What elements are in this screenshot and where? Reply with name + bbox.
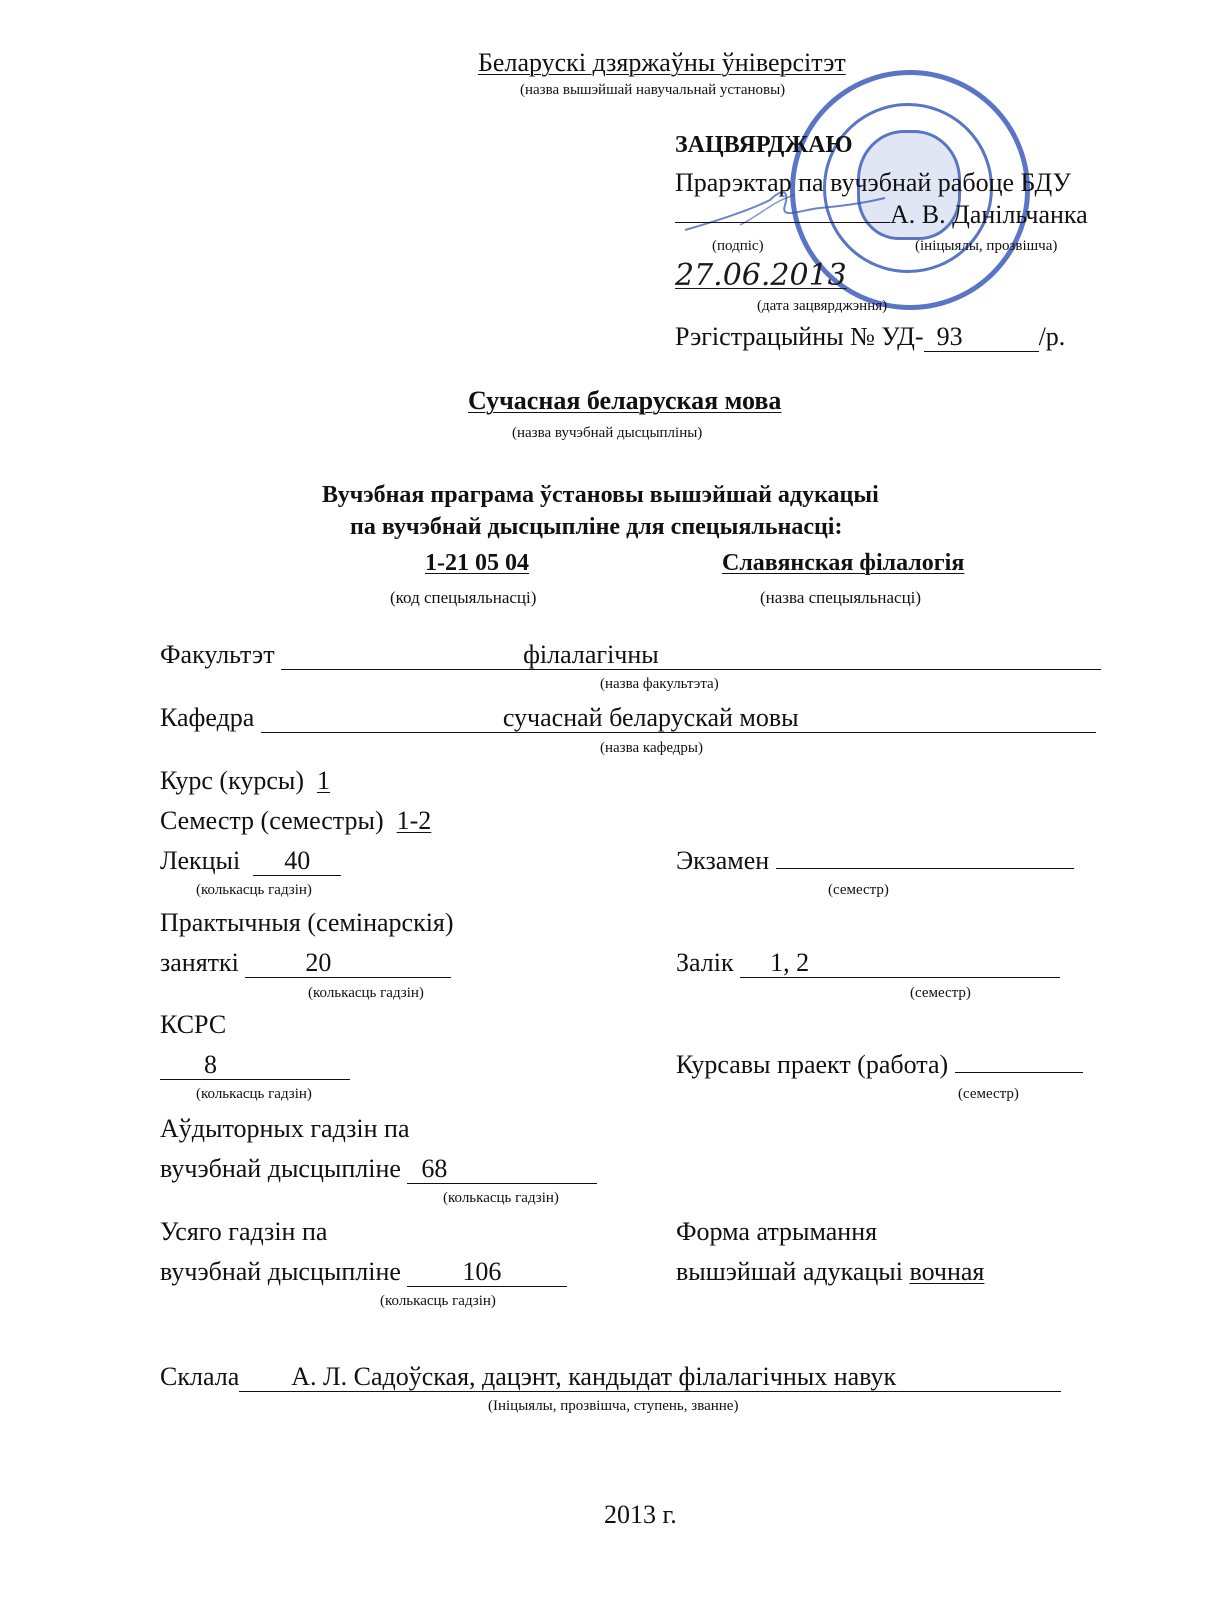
approval-title: ЗАЦВЯРДЖАЮ [675, 132, 853, 158]
practical-label-line1: Практычныя (семінарскія) [160, 908, 454, 937]
signature-line [675, 200, 890, 223]
registration-label: Рэгістрацыйны № УД- [675, 322, 924, 351]
specialty-caption: (назва спецыяльнасці) [760, 588, 922, 607]
approval-name-row [675, 200, 1088, 230]
ksrs-label: КСРС [160, 1010, 227, 1039]
exam-row [676, 846, 1074, 876]
registration-number-field [924, 323, 1039, 352]
practical-label-line2: заняткі [160, 948, 239, 977]
course-project-label: Курсавы праект (работа) [676, 1050, 949, 1079]
university-caption: (назва вышэйшай навучальнай установы) [520, 82, 786, 98]
university-name: Беларускі дзяржаўны ўніверсітэт [478, 48, 846, 77]
faculty-caption: (назва факультэта) [600, 676, 719, 692]
total-row [160, 1257, 567, 1287]
semester-label: Семестр (семестры) [160, 806, 384, 835]
auditory-row [160, 1154, 597, 1184]
department-field [261, 704, 1096, 733]
author-value: А. Л. Садоўская, дацэнт, кандыдат філалагічных навук [291, 1362, 897, 1391]
credit-field [740, 949, 1060, 978]
auditory-label-line1: Аўдыторных гадзін па [160, 1114, 410, 1143]
education-form-row [676, 1257, 984, 1287]
practical-caption: (колькасць гадзін) [308, 985, 424, 1001]
department-label: Кафедра [160, 703, 255, 732]
ksrs-field [160, 1051, 350, 1080]
ksrs-row [160, 1050, 350, 1080]
course-project-caption: (семестр) [958, 1086, 1019, 1102]
lectures-field [253, 847, 341, 876]
lectures-row [160, 846, 341, 876]
practical-value: 20 [305, 948, 332, 977]
specialty-name: Славянская філалогія [722, 550, 965, 576]
discipline-caption: (назва вучэбнай дысцыпліны) [512, 425, 703, 441]
course-project-row [676, 1050, 1083, 1080]
total-field [407, 1258, 567, 1287]
practical-field [245, 949, 451, 978]
ksrs-value: 8 [204, 1050, 217, 1079]
ksrs-caption: (колькасць гадзін) [196, 1086, 312, 1102]
exam-field [776, 868, 1074, 869]
lectures-label: Лекцыі [160, 846, 241, 875]
specialty-code: 1-21 05 04 [425, 550, 529, 576]
author-row [160, 1362, 1061, 1392]
course-row [160, 766, 330, 796]
education-form-label-line1: Форма атрымання [676, 1217, 878, 1246]
department-caption: (назва кафедры) [600, 740, 704, 756]
approval-position: Прарэктар па вучэбнай рабоце БДУ [675, 168, 1071, 197]
course-label: Курс (курсы) [160, 766, 305, 795]
faculty-field [281, 641, 1101, 670]
program-line1: Вучэбная праграма ўстановы вышэйшай адукацыі [322, 482, 879, 508]
total-value: 106 [462, 1257, 502, 1286]
education-form-label-line2: вышэйшай адукацыі [676, 1257, 903, 1286]
course-project-field [955, 1072, 1083, 1073]
total-label-line1: Усяго гадзін па [160, 1217, 328, 1246]
course-value: 1 [317, 766, 331, 795]
total-label-line2: вучэбнай дысцыпліне [160, 1257, 401, 1286]
department-row [160, 703, 1096, 733]
total-caption: (колькасць гадзін) [380, 1293, 496, 1309]
author-label: Склала [160, 1362, 240, 1391]
semester-value: 1-2 [396, 806, 432, 835]
faculty-row [160, 640, 1101, 670]
signature-caption: (подпіс) [712, 238, 764, 254]
registration-number: 93 [936, 322, 963, 351]
date-caption: (дата зацвярджэння) [757, 298, 888, 314]
author-field [239, 1363, 1061, 1392]
semester-row [160, 806, 431, 836]
auditory-label-line2: вучэбнай дысцыпліне [160, 1154, 401, 1183]
auditory-caption: (колькасць гадзін) [443, 1190, 559, 1206]
registration-row [675, 322, 1065, 352]
auditory-value: 68 [421, 1154, 448, 1183]
auditory-field [407, 1155, 597, 1184]
program-line2: па вучэбнай дысцыпліне для спецыяльнасці: [350, 514, 843, 540]
exam-caption: (семестр) [828, 882, 889, 898]
approver-name: А. В. Данільчанка [890, 200, 1088, 229]
faculty-value: філалагічны [523, 640, 659, 669]
name-caption: (ініцыялы, прозвішча) [915, 238, 1058, 254]
registration-suffix: /р. [1038, 322, 1066, 351]
department-value: сучаснай беларускай мовы [502, 703, 799, 732]
faculty-label: Факультэт [160, 640, 275, 669]
approval-date-value: 27.06.2013 [675, 258, 847, 293]
lectures-value: 40 [284, 846, 311, 875]
practical-row [160, 948, 451, 978]
education-form-value: вочная [909, 1257, 985, 1286]
document-year: 2013 г. [604, 1500, 677, 1529]
approval-date [675, 258, 847, 293]
credit-value: 1, 2 [770, 948, 810, 977]
exam-label: Экзамен [676, 846, 770, 875]
discipline-name: Сучасная беларуская мова [468, 386, 782, 415]
author-caption: (Ініцыялы, прозвішча, ступень, званне) [488, 1398, 739, 1414]
credit-caption: (семестр) [910, 985, 971, 1001]
credit-label: Залік [676, 948, 734, 977]
credit-row [676, 948, 1060, 978]
code-caption: (код спецыяльнасці) [390, 588, 537, 607]
lectures-caption: (колькасць гадзін) [196, 882, 312, 898]
